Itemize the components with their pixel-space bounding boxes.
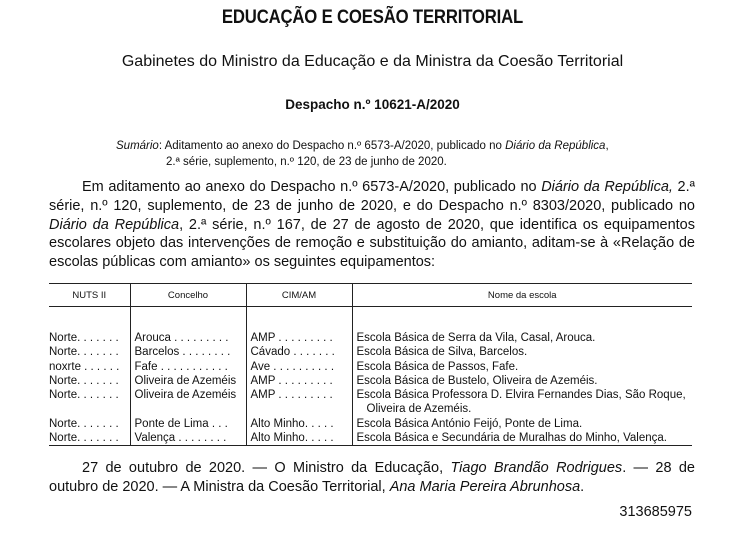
table-spacer-row [49,307,692,332]
body-part3: , 2.ª série, n.º 167, de 27 de agosto de 2020, que identifica os equipamentos escolares objeto das intervenções de remoção e substituição do amianto, aditam-se à «Relação de escolas públicas com amianto» os seguintes equipamentos: [49,216,695,271]
cell-concelho: Barcelos . . . . . . . . [130,345,246,359]
summary-text-a: : Aditamento ao anexo do Despacho n.º 6573-A/2020, publicado no [158,140,506,152]
cell-cim: AMP . . . . . . . . . [246,374,352,388]
table-header-row [49,284,692,307]
cell-nuts: Norte. . . . . . . [49,417,119,430]
cell-concelho: Valença . . . . . . . . [130,431,246,446]
table-row [49,417,692,431]
body-journal1: Diário da República, [541,179,673,195]
closing-part2: . — 28 de outubro de 2020. — A Ministra da Coesão Territorial, [49,460,695,495]
body-journal2: Diário da República [49,216,180,233]
cell-cim: Alto Minho. . . . . [246,417,352,431]
despacho-number: Despacho n.º 10621-A/2020 [285,97,460,112]
cell-nuts: Norte. . . . . . . [49,346,119,359]
header-cim: CIM/AM [246,284,352,307]
closing-part1: 27 de outubro de 2020. — O Ministro da Educação, [82,460,451,476]
cell-cim: AMP . . . . . . . . . [246,388,352,417]
table-row [49,388,692,417]
body-paragraph [49,178,695,272]
minister-education: Tiago Brandão Rodrigues [450,460,623,476]
cell-cim: Ave . . . . . . . . . . [246,360,352,374]
cell-escola: Escola Básica e Secundária de Muralhas do Minho, Valença. [352,431,692,446]
closing-paragraph [49,459,695,497]
table-row [49,331,692,345]
body-part1: Em aditamento ao anexo do Despacho n.º 6573-A/2020, publicado no [82,179,542,195]
cell-concelho: Ponte de Lima . . . [130,417,246,431]
cell-concelho: Oliveira de Azeméis [130,388,246,417]
cell-escola: Escola Básica António Feijó, Ponte de Lima. [352,417,692,431]
closing-part3: . [580,478,585,495]
cell-escola: Escola Básica de Bustelo, Oliveira de Azeméis. [352,374,692,388]
cell-concelho: Arouca . . . . . . . . . [130,331,246,345]
table-row [49,345,692,359]
cell-nuts: Norte. . . . . . . [49,374,119,387]
body-part2: 2.ª série, n.º 120, suplemento, de 23 de junho de 2020, e do Despacho n.º 8303/2020, publicado no [49,179,695,214]
header-concelho: Concelho [130,284,246,307]
summary-line2: 2.ª série, suplemento, n.º 120, de 23 de junho de 2020. [166,156,447,168]
cell-cim: AMP . . . . . . . . . [246,331,352,345]
cell-nuts: Norte. . . . . . . [49,431,130,446]
minister-cohesion: Ana Maria Pereira Abrunhosa [389,478,581,495]
summary-journal: Diário da República [505,140,606,152]
cell-escola [352,388,692,417]
cell-concelho: Oliveira de Azeméis [130,374,246,388]
summary-text-b: , [605,140,609,152]
cell-cim: Cávado . . . . . . . [246,345,352,359]
cell-escola-line1: Escola Básica Professora D. Elvira Fernandes Dias, São Roque, [356,389,686,402]
table-row [49,431,692,446]
cell-nuts: noxrte . . . . . . [49,360,120,373]
cell-cim: Alto Minho. . . . . [246,431,352,446]
cell-concelho: Fafe . . . . . . . . . . . [130,360,246,374]
document-id: 313685975 [619,504,692,520]
cell-nuts: Norte. . . . . . . [49,389,119,402]
cell-escola: Escola Básica de Serra da Vila, Casal, Arouca. [352,331,692,345]
table-row [49,374,692,388]
cell-nuts: Norte. . . . . . . [49,332,119,344]
cell-escola: Escola Básica de Silva, Barcelos. [352,345,692,359]
header-escola: Nome da escola [352,284,692,307]
cell-escola-line2: Oliveira de Azeméis. [366,403,472,416]
cell-escola: Escola Básica de Passos, Fafe. [352,360,692,374]
summary [116,138,676,170]
summary-label: Sumário [116,140,159,152]
office-title: Gabinetes do Ministro da Educação e da Ministra da Coesão Territorial [121,53,624,70]
table-row [49,360,692,374]
header-nuts: NUTS II [49,284,130,307]
section-title: EDUCAÇÃO E COESÃO TERRITORIAL [221,7,524,28]
schools-table [49,283,692,446]
